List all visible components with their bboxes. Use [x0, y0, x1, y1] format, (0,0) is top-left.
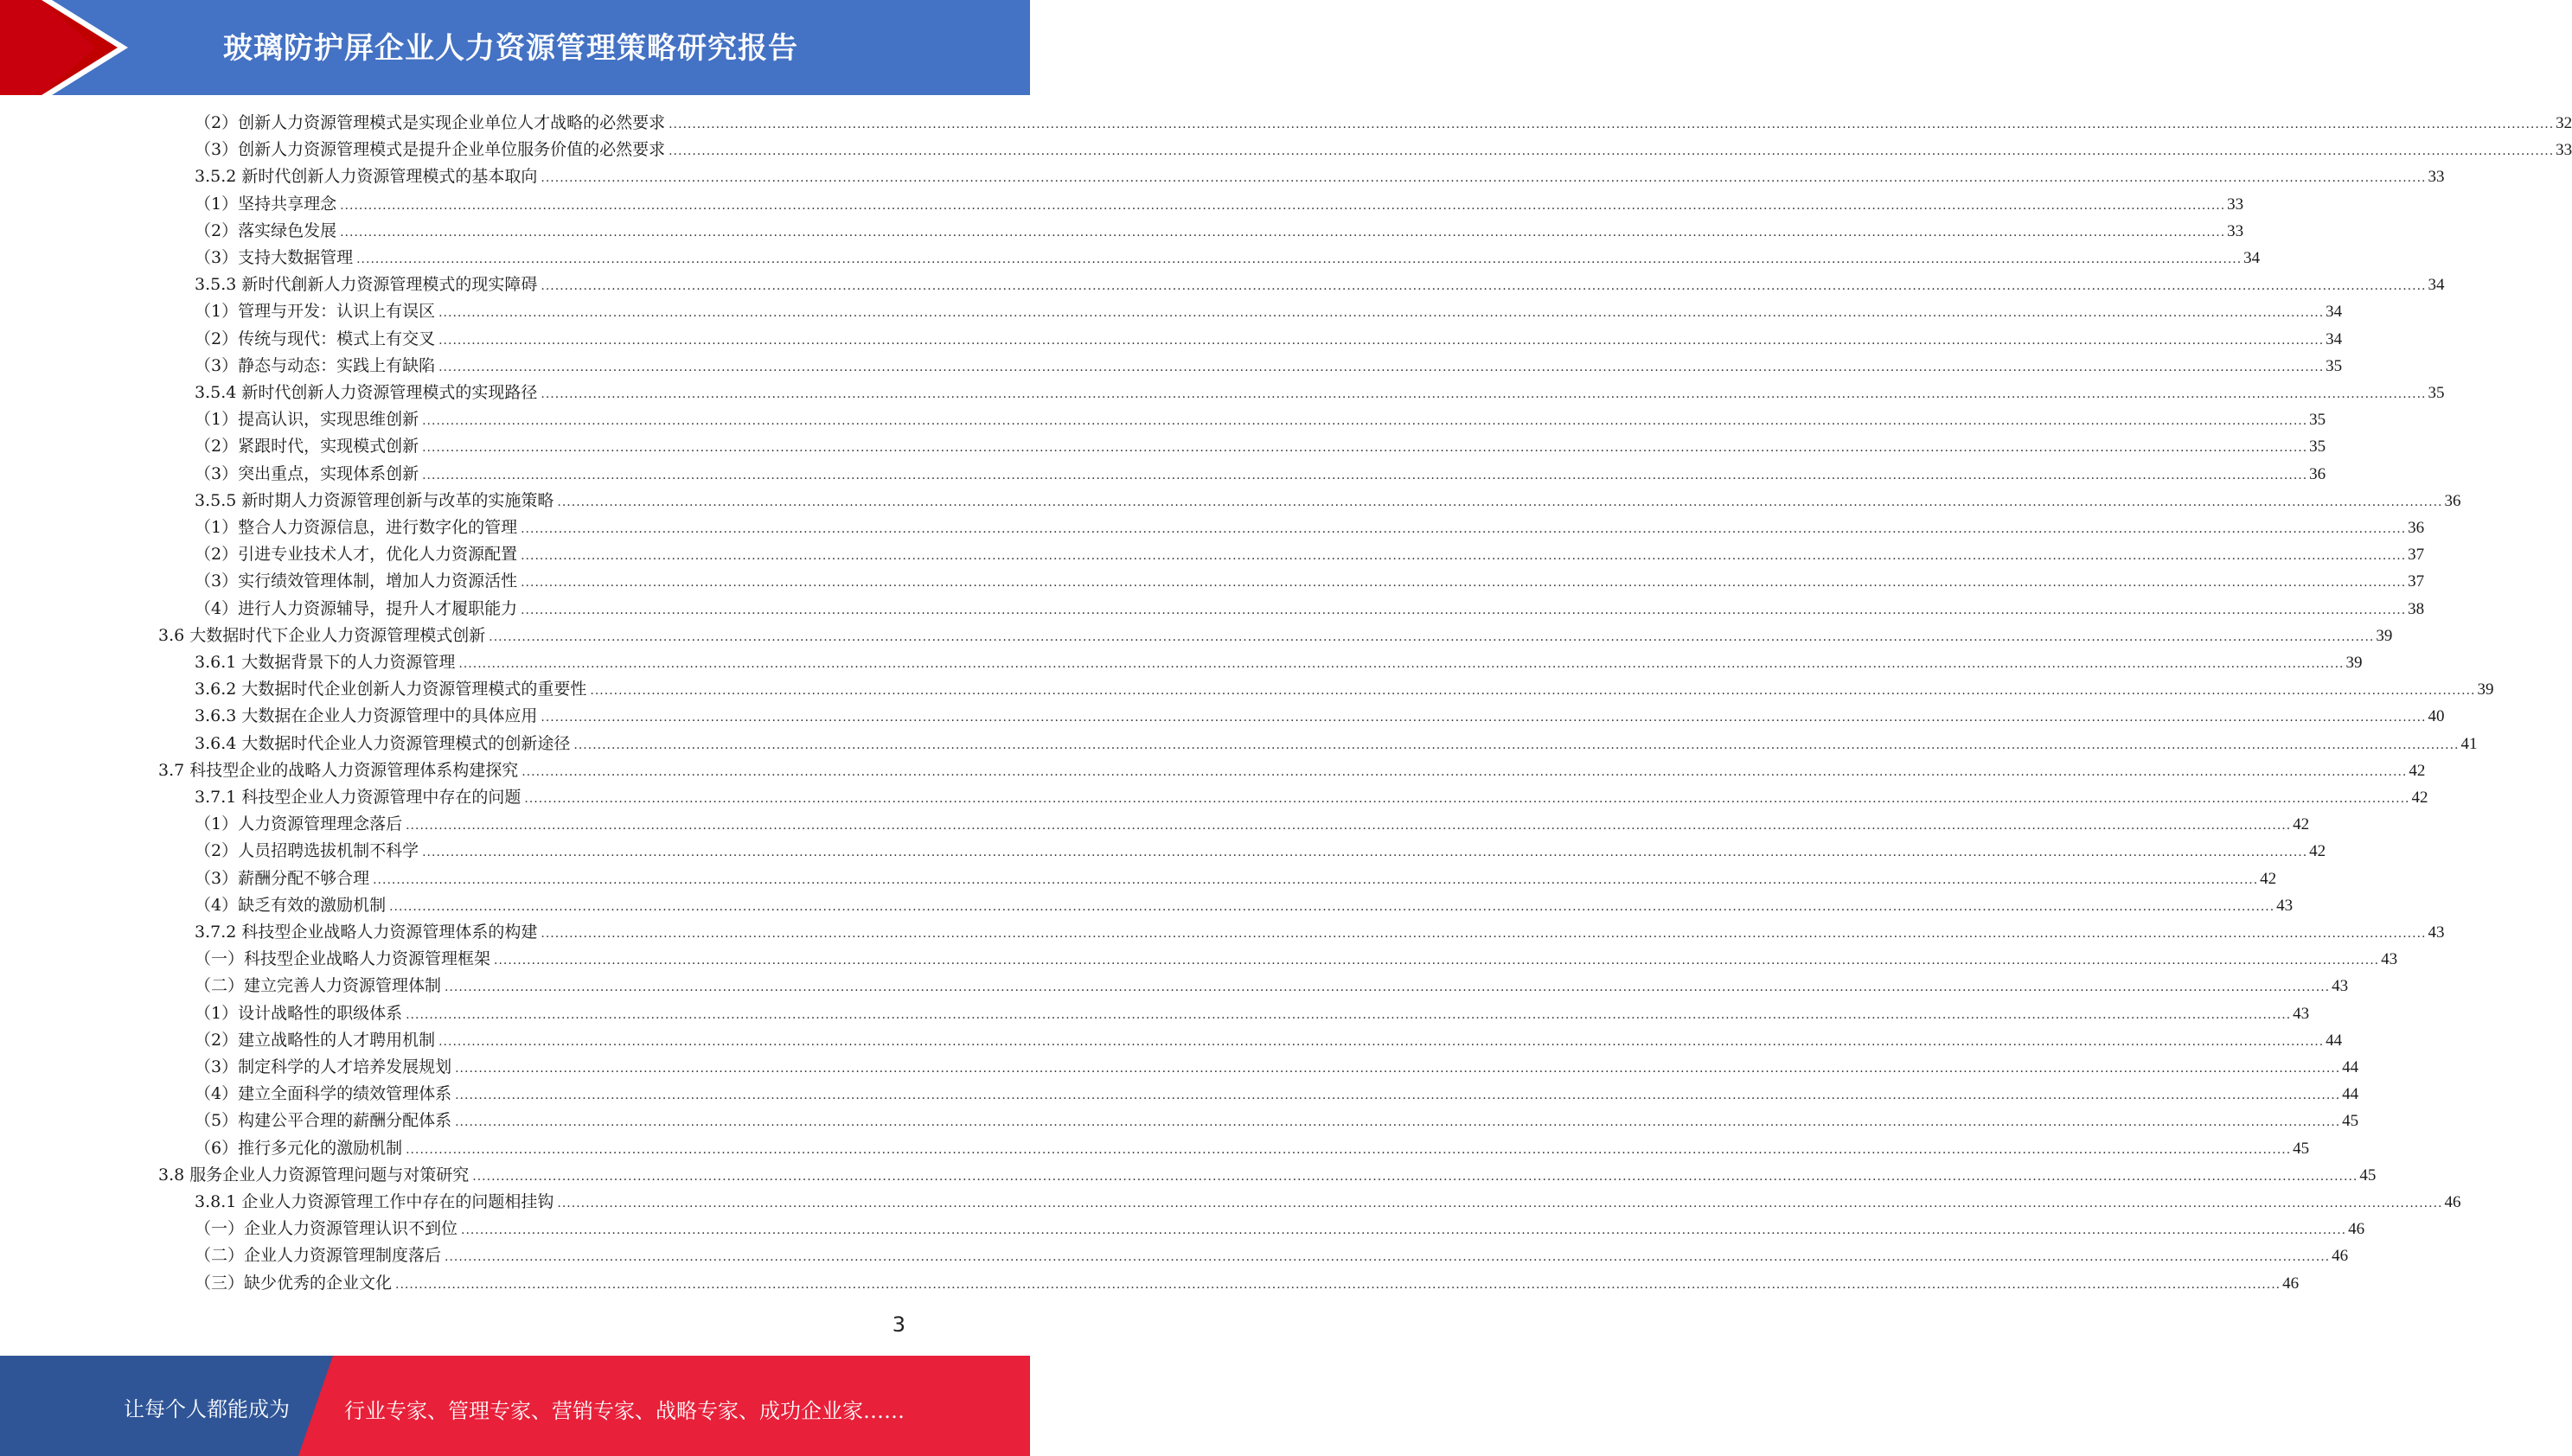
- toc-entry-title: （3）薪酬分配不够合理: [195, 868, 370, 888]
- toc-entry[interactable]: [195, 326, 2343, 353]
- toc-entry[interactable]: [195, 946, 2398, 973]
- toc-entry-page: 37: [2408, 572, 2425, 591]
- toc-entry-page: 43: [2381, 950, 2398, 969]
- toc-entry[interactable]: [195, 892, 2294, 919]
- toc-entry-page: 46: [2348, 1220, 2365, 1239]
- toc-leader-dots: ................................................................................................................................................................................................................................................................................................................................................................................................................: [524, 792, 2410, 806]
- toc-entry[interactable]: [195, 676, 2494, 703]
- toc-leader-dots: ................................................................................................................................................................................................................................................................................................................................................................................................................: [557, 495, 2443, 509]
- toc-entry-title: （2）引进专业技术人才，优化人力资源配置: [195, 545, 518, 565]
- toc-entry-page: 44: [2342, 1058, 2359, 1076]
- toc-entry-page: 35: [2309, 411, 2326, 430]
- toc-leader-dots: ................................................................................................................................................................................................................................................................................................................................................................................................................: [340, 225, 2226, 239]
- toc-leader-dots: ................................................................................................................................................................................................................................................................................................................................................................................................................: [455, 1062, 2341, 1076]
- toc-leader-dots: ................................................................................................................................................................................................................................................................................................................................................................................................................: [521, 603, 2407, 617]
- toc-leader-dots: ................................................................................................................................................................................................................................................................................................................................................................................................................: [521, 549, 2407, 564]
- toc-entry-title: （6）推行多元化的激励机制: [195, 1138, 403, 1158]
- toc-entry-page: 42: [2260, 869, 2277, 888]
- toc-entry-page: 34: [2428, 276, 2445, 295]
- toc-entry[interactable]: [195, 811, 2310, 838]
- toc-entry-title: （3）突出重点，实现体系创新: [195, 463, 419, 483]
- toc-entry-title: 3.6.3 大数据在企业人力资源管理中的具体应用: [195, 706, 538, 726]
- toc-entry-title: （1）管理与开发：认识上有误区: [195, 302, 436, 322]
- toc-entry[interactable]: [195, 596, 2425, 623]
- toc-leader-dots: ................................................................................................................................................................................................................................................................................................................................................................................................................: [445, 1250, 2331, 1265]
- toc-entry[interactable]: [195, 1216, 2365, 1242]
- toc-entry-title: （1）提高认识，实现思维创新: [195, 410, 419, 430]
- toc-entry[interactable]: [195, 1081, 2359, 1108]
- toc-entry-title: （2）人员招聘选拔机制不科学: [195, 841, 419, 861]
- toc-entry-title: （2）传统与现代：模式上有交叉: [195, 329, 436, 348]
- toc-entry[interactable]: [195, 649, 2363, 676]
- toc-entry-title: 3.8 服务企业人力资源管理问题与对策研究: [158, 1165, 470, 1185]
- toc-entry[interactable]: [195, 406, 2326, 433]
- toc-entry[interactable]: [195, 137, 2572, 163]
- toc-entry-title: （2）建立战略性的人才聘用机制: [195, 1030, 436, 1050]
- toc-entry-title: 3.7.1 科技型企业人力资源管理中存在的问题: [195, 788, 521, 807]
- toc-leader-dots: ................................................................................................................................................................................................................................................................................................................................................................................................................: [455, 1115, 2341, 1130]
- toc-entry-title: （4）进行人力资源辅导，提升人才履职能力: [195, 598, 518, 618]
- toc-entry-page: 33: [2227, 221, 2244, 240]
- toc-entry-title: （3）静态与动态：实践上有缺陷: [195, 355, 436, 375]
- toc-entry-title: 3.6.1 大数据背景下的人力资源管理: [195, 653, 456, 672]
- toc-entry[interactable]: [158, 1162, 2377, 1189]
- toc-entry[interactable]: [195, 784, 2428, 811]
- toc-entry-page: 36: [2444, 491, 2461, 510]
- toc-leader-dots: ................................................................................................................................................................................................................................................................................................................................................................................................................: [445, 980, 2331, 995]
- toc-leader-dots: ................................................................................................................................................................................................................................................................................................................................................................................................................: [669, 144, 2555, 159]
- toc-leader-dots: ................................................................................................................................................................................................................................................................................................................................................................................................................: [521, 522, 2407, 536]
- toc-leader-dots: ................................................................................................................................................................................................................................................................................................................................................................................................................: [541, 279, 2427, 294]
- header-arrow-decoration: [0, 0, 130, 95]
- toc-entry-title: （5）构建公平合理的薪酬分配体系: [195, 1111, 452, 1131]
- toc-entry[interactable]: [195, 245, 2261, 271]
- toc-leader-dots: ................................................................................................................................................................................................................................................................................................................................................................................................................: [472, 1169, 2358, 1184]
- toc-entry[interactable]: [195, 488, 2461, 514]
- page-header: [0, 0, 1030, 95]
- toc-entry-title: 3.5.3 新时代創新人力资源管理模式的现实障碍: [195, 275, 538, 295]
- toc-leader-dots: ................................................................................................................................................................................................................................................................................................................................................................................................................: [573, 738, 2460, 752]
- toc-entry-page: 35: [2309, 437, 2326, 457]
- toc-entry[interactable]: [195, 1189, 2461, 1216]
- toc-entry-page: 45: [2293, 1139, 2310, 1158]
- toc-leader-dots: ................................................................................................................................................................................................................................................................................................................................................................................................................: [669, 118, 2555, 131]
- toc-entry-page: 42: [2309, 842, 2326, 861]
- toc-leader-dots: ................................................................................................................................................................................................................................................................................................................................................................................................................: [395, 1277, 2281, 1292]
- toc-entry[interactable]: [195, 1000, 2310, 1027]
- toc-leader-dots: ................................................................................................................................................................................................................................................................................................................................................................................................................: [438, 1034, 2325, 1049]
- toc-entry-page: 36: [2309, 464, 2326, 483]
- toc-entry-page: 34: [2326, 329, 2343, 348]
- toc-entry-title: 3.5.5 新时期人力资源管理创新与改革的实施策略: [195, 490, 554, 510]
- toc-leader-dots: ................................................................................................................................................................................................................................................................................................................................................................................................................: [422, 414, 2308, 429]
- toc-entry-title: 3.8.1 企业人力资源管理工作中存在的问题相挂钩: [195, 1192, 554, 1211]
- toc-entry[interactable]: [195, 1027, 2343, 1054]
- toc-entry-page: 45: [2342, 1112, 2359, 1131]
- toc-entry-title: 3.6 大数据时代下企业人力资源管理模式创新: [158, 625, 486, 645]
- toc-entry-page: 39: [2345, 654, 2363, 672]
- toc-entry-title: （1）人力资源管理理念落后: [195, 814, 403, 834]
- toc-leader-dots: ................................................................................................................................................................................................................................................................................................................................................................................................................: [521, 764, 2408, 779]
- toc-entry-page: 42: [2293, 815, 2310, 834]
- toc-leader-dots: ................................................................................................................................................................................................................................................................................................................................................................................................................: [340, 198, 2226, 213]
- toc-leader-dots: ................................................................................................................................................................................................................................................................................................................................................................................................................: [406, 819, 2292, 833]
- toc-leader-dots: ................................................................................................................................................................................................................................................................................................................................................................................................................: [422, 846, 2308, 860]
- toc-entry-page: 41: [2460, 734, 2478, 753]
- toc-leader-dots: ................................................................................................................................................................................................................................................................................................................................................................................................................: [541, 171, 2427, 186]
- toc-leader-dots: ................................................................................................................................................................................................................................................................................................................................................................................................................: [455, 1089, 2341, 1103]
- toc-entry[interactable]: [195, 298, 2343, 325]
- toc-entry-page: 33: [2556, 141, 2572, 160]
- toc-leader-dots: ................................................................................................................................................................................................................................................................................................................................................................................................................: [541, 927, 2427, 941]
- toc-entry[interactable]: [195, 703, 2445, 730]
- toc-entry-title: 3.7 科技型企业的战略人力资源管理体系构建探究: [158, 760, 519, 780]
- toc-entry-title: （4）建立全面科学的绩效管理体系: [195, 1084, 452, 1104]
- toc-leader-dots: ................................................................................................................................................................................................................................................................................................................................................................................................................: [521, 576, 2407, 591]
- toc-entry-title: （1）坚持共享理念: [195, 194, 337, 214]
- toc-entry-page: 43: [2293, 1004, 2310, 1023]
- toc-entry[interactable]: [195, 218, 2244, 245]
- toc-entry-title: （一）科技型企业战略人力资源管理框架: [195, 949, 491, 969]
- toc-entry-title: 3.6.4 大数据时代企业人力资源管理模式的创新途径: [195, 733, 571, 753]
- toc-entry-title: （1）设计战略性的职级体系: [195, 1003, 403, 1023]
- toc-entry-page: 34: [2326, 303, 2343, 322]
- toc-entry[interactable]: [195, 433, 2326, 460]
- toc-leader-dots: ................................................................................................................................................................................................................................................................................................................................................................................................................: [356, 252, 2243, 266]
- toc-entry[interactable]: [195, 1242, 2349, 1269]
- toc-leader-dots: ................................................................................................................................................................................................................................................................................................................................................................................................................: [406, 1142, 2292, 1157]
- toc-entry[interactable]: [195, 271, 2445, 298]
- page-footer: [0, 1356, 1030, 1456]
- toc-entry[interactable]: [195, 380, 2445, 406]
- toc-entry[interactable]: [195, 163, 2445, 190]
- toc-entry-title: （3）实行绩效管理体制，增加人力资源活性: [195, 572, 518, 591]
- toc-entry[interactable]: [195, 865, 2277, 892]
- toc-entry-title: 3.7.2 科技型企业战略人力资源管理体系的构建: [195, 923, 538, 942]
- toc-entry-title: （二）建立完善人力资源管理体制: [195, 976, 442, 996]
- toc-entry-page: 42: [2411, 789, 2428, 807]
- toc-entry-page: 43: [2276, 896, 2294, 915]
- toc-entry-title: 3.6.2 大数据时代企业创新人力资源管理模式的重要性: [195, 680, 587, 699]
- toc-leader-dots: ................................................................................................................................................................................................................................................................................................................................................................................................................: [557, 1197, 2443, 1210]
- toc-entry-page: 45: [2359, 1165, 2377, 1185]
- page-number: 3: [892, 1312, 905, 1337]
- toc-entry-title: （3）支持大数据管理: [195, 248, 354, 267]
- toc-entry[interactable]: [195, 973, 2349, 999]
- toc-leader-dots: ................................................................................................................................................................................................................................................................................................................................................................................................................: [373, 872, 2259, 887]
- toc-entry-page: 37: [2408, 546, 2425, 565]
- toc-entry-page: 42: [2409, 761, 2426, 780]
- footer-slogan-left: 让每个人都能成为: [124, 1397, 290, 1421]
- toc-entry-page: 39: [2477, 680, 2494, 699]
- toc-entry-page: 35: [2428, 384, 2445, 402]
- toc-entry-title: 3.5.4 新时代创新人力资源管理模式的实现路径: [195, 383, 538, 402]
- toc-entry-page: 33: [2227, 195, 2244, 214]
- toc-entry-page: 32: [2556, 114, 2572, 132]
- toc-entry-page: 38: [2408, 599, 2425, 618]
- toc-leader-dots: ................................................................................................................................................................................................................................................................................................................................................................................................................: [422, 441, 2308, 456]
- toc-entry-page: 36: [2408, 519, 2425, 537]
- toc-entry-title: （三）缺少优秀的企业文化: [195, 1273, 393, 1293]
- toc-entry[interactable]: [195, 541, 2425, 568]
- toc-leader-dots: ................................................................................................................................................................................................................................................................................................................................................................................................................: [438, 306, 2325, 321]
- toc-leader-dots: ................................................................................................................................................................................................................................................................................................................................................................................................................: [438, 333, 2325, 348]
- toc-leader-dots: ................................................................................................................................................................................................................................................................................................................................................................................................................: [489, 629, 2375, 644]
- toc-entry-title: （3）制定科学的人才培养发展规划: [195, 1057, 452, 1076]
- toc-leader-dots: ................................................................................................................................................................................................................................................................................................................................................................................................................: [541, 387, 2427, 401]
- toc-entry[interactable]: [195, 919, 2445, 946]
- toc-entry-title: （4）缺乏有效的激励机制: [195, 895, 387, 915]
- toc-entry[interactable]: [195, 731, 2478, 757]
- toc-leader-dots: ................................................................................................................................................................................................................................................................................................................................................................................................................: [541, 711, 2427, 725]
- toc-entry[interactable]: [195, 110, 2572, 137]
- toc-entry-title: （2）紧跟时代，实现模式创新: [195, 437, 419, 457]
- toc-entry-title: （2）创新人力资源管理模式是实现企业单位人才战略的必然要求: [195, 113, 666, 132]
- toc-entry-page: 43: [2332, 977, 2349, 996]
- toc-entry-page: 34: [2243, 249, 2261, 267]
- toc-entry-title: （一）企业人力资源管理认识不到位: [195, 1219, 458, 1239]
- toc-entry-title: （2）落实绿色发展: [195, 220, 337, 240]
- toc-entry-page: 44: [2342, 1085, 2359, 1104]
- toc-entry[interactable]: [195, 1054, 2359, 1081]
- toc-entry-page: 46: [2332, 1247, 2349, 1266]
- toc-entry-title: （二）企业人力资源管理制度落后: [195, 1246, 442, 1266]
- toc-entry[interactable]: [158, 757, 2426, 784]
- toc-leader-dots: ................................................................................................................................................................................................................................................................................................................................................................................................................: [389, 899, 2275, 914]
- toc-entry-page: 39: [2376, 626, 2393, 645]
- toc-leader-dots: ................................................................................................................................................................................................................................................................................................................................................................................................................: [461, 1223, 2347, 1238]
- toc-entry[interactable]: [195, 568, 2425, 595]
- toc-leader-dots: ................................................................................................................................................................................................................................................................................................................................................................................................................: [494, 954, 2380, 968]
- toc-leader-dots: ................................................................................................................................................................................................................................................................................................................................................................................................................: [422, 468, 2308, 482]
- toc-entry-page: 33: [2428, 168, 2445, 187]
- toc-entry[interactable]: [195, 838, 2326, 865]
- toc-entry-title: 3.5.2 新时代创新人力资源管理模式的基本取向: [195, 167, 538, 187]
- toc-leader-dots: ................................................................................................................................................................................................................................................................................................................................................................................................................: [590, 684, 2476, 699]
- toc-entry-page: 35: [2326, 356, 2343, 375]
- footer-slogan-right: 行业专家、管理专家、营销专家、战略专家、成功企业家……: [344, 1399, 905, 1423]
- toc-entry-title: （3）创新人力资源管理模式是提升企业单位服务价值的必然要求: [195, 140, 666, 160]
- toc-entry[interactable]: [195, 353, 2343, 380]
- toc-entry-page: 46: [2444, 1193, 2461, 1211]
- toc-leader-dots: ................................................................................................................................................................................................................................................................................................................................................................................................................: [406, 1007, 2292, 1022]
- toc-entry[interactable]: [195, 461, 2326, 488]
- toc-entry[interactable]: [158, 623, 2393, 649]
- toc-leader-dots: ................................................................................................................................................................................................................................................................................................................................................................................................................: [458, 657, 2345, 671]
- toc-leader-dots: ................................................................................................................................................................................................................................................................................................................................................................................................................: [438, 360, 2325, 374]
- toc-entry-page: 44: [2326, 1031, 2343, 1050]
- toc-entry[interactable]: [195, 1270, 2300, 1297]
- toc-entry-page: 43: [2428, 923, 2445, 942]
- toc-entry-page: 46: [2282, 1274, 2300, 1293]
- toc-entry[interactable]: [195, 191, 2244, 218]
- toc-entry-page: 40: [2428, 707, 2445, 726]
- document-title: 玻璃防护屏企业人力资源管理策略研究报告: [223, 31, 798, 66]
- toc-entry-title: （1）整合人力资源信息，进行数字化的管理: [195, 518, 518, 537]
- toc-entry[interactable]: [195, 1108, 2359, 1134]
- toc-entry[interactable]: [195, 1135, 2310, 1162]
- toc-entry[interactable]: [195, 514, 2425, 541]
